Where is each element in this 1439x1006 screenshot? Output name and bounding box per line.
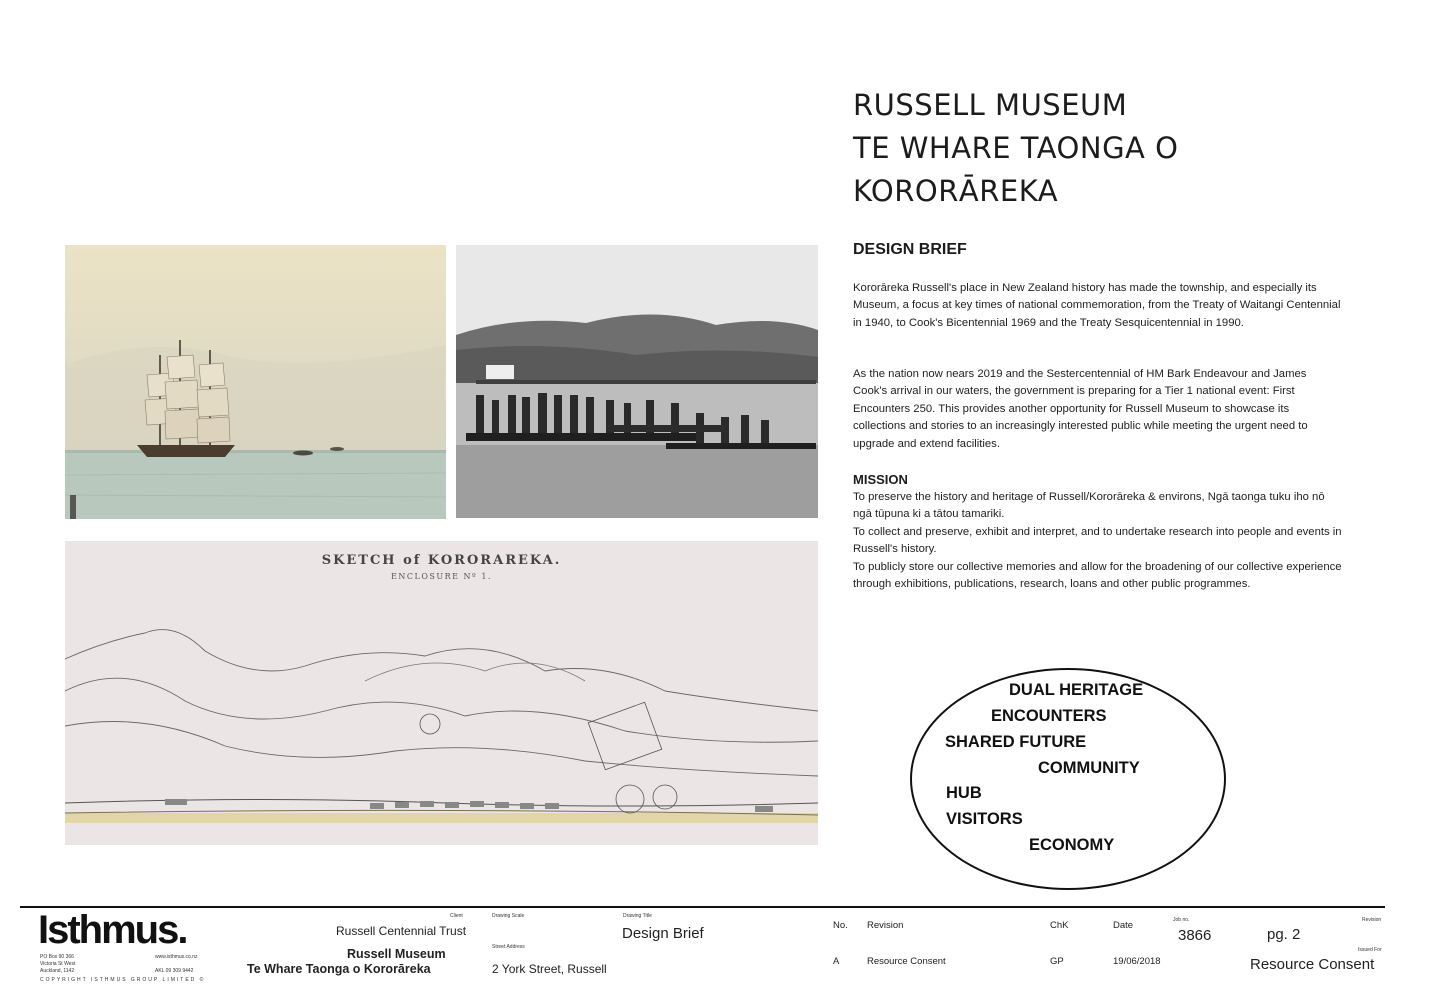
design-brief-heading: DESIGN BRIEF bbox=[853, 241, 967, 258]
website: www.isthmus.co.nz bbox=[155, 954, 198, 960]
project-name-line-1: Russell Museum bbox=[347, 947, 446, 961]
keywords-ellipse bbox=[910, 668, 1226, 890]
chk-label: ChK bbox=[1050, 920, 1069, 931]
isthmus-logo: Isthmus. bbox=[38, 908, 187, 952]
keyword-dual-heritage: DUAL HERITAGE bbox=[1009, 681, 1144, 699]
mission-item: To preserve the history and heritage of Russell/Kororāreka & environs, Ngā taonga tuku iho nō ngā tūpuna ki a tātou tamariki. bbox=[853, 491, 1325, 521]
title-line-3: KORORĀREKA bbox=[853, 174, 1059, 208]
keyword-visitors: VISITORS bbox=[946, 810, 1023, 828]
keyword-economy: ECONOMY bbox=[1029, 836, 1115, 854]
keyword-hub: HUB bbox=[946, 784, 982, 802]
client-name: Russell Centennial Trust bbox=[336, 924, 467, 938]
ship-painting-image bbox=[65, 245, 446, 519]
page-number: pg. 2 bbox=[1267, 926, 1301, 943]
revision-label-small: Revision bbox=[1362, 917, 1382, 923]
issued-for: Resource Consent bbox=[1250, 956, 1375, 973]
mission-heading: MISSION bbox=[853, 472, 908, 487]
keyword-community: COMMUNITY bbox=[1038, 759, 1140, 777]
drawing-scale-label: Drawing Scale bbox=[492, 913, 525, 919]
design-brief-paragraph-1: Kororāreka Russell's place in New Zealand history has made the township, and especially its Museum, a focus at key times of national commemoration, from the Treaty of Waitangi Centennial in 1940, to Cook's Bicentennial 1969 and the Treaty Sesquicentennial in 1990. bbox=[853, 282, 1341, 329]
copyright: COPYRIGHT ISTHMUS GROUP LIMITED © bbox=[40, 977, 206, 983]
design-brief-body bbox=[853, 280, 1343, 332]
sketch-subtitle: ENCLOSURE Nº 1. bbox=[391, 572, 492, 581]
street-address-label: Street Address bbox=[492, 944, 525, 950]
revision-date: 19/06/2018 bbox=[1113, 956, 1161, 967]
sketch-title: SKETCH of KORORAREKA. bbox=[321, 553, 562, 568]
revision-number: A bbox=[833, 956, 840, 967]
sketch-of-kororareka-image bbox=[65, 541, 818, 845]
address-line: Auckland, 1142 bbox=[40, 968, 75, 974]
job-number: 3866 bbox=[1178, 927, 1212, 944]
job-number-label: Job no. bbox=[1173, 917, 1190, 923]
client-label: Client bbox=[450, 913, 463, 919]
project-name-line-2: Te Whare Taonga o Kororāreka bbox=[247, 962, 431, 976]
mission-body bbox=[853, 489, 1343, 593]
keyword-shared-future: SHARED FUTURE bbox=[945, 733, 1087, 751]
historical-photo-image bbox=[456, 245, 818, 518]
mission-item: To publicly store our collective memories and allow for the broadening of our collective experience through exhibitions, publications, research, loans and other public programmes. bbox=[853, 560, 1342, 591]
revision-text: Resource Consent bbox=[867, 956, 946, 967]
keyword-encounters: ENCOUNTERS bbox=[991, 707, 1107, 725]
checked-by: GP bbox=[1050, 956, 1064, 967]
title-line-1: RUSSELL MUSEUM bbox=[853, 88, 1128, 122]
phone: AKL 09 309 9442 bbox=[155, 968, 194, 974]
street-address: 2 York Street, Russell bbox=[492, 962, 607, 976]
footer-rule bbox=[20, 906, 1385, 908]
issued-for-label: Issued For bbox=[1358, 947, 1382, 953]
title-line-2: TE WHARE TAONGA O bbox=[853, 131, 1179, 165]
address-line: Victoria St West bbox=[40, 961, 76, 967]
address-line: PO Box 90 366 bbox=[40, 954, 74, 960]
revision-label: Revision bbox=[867, 920, 904, 931]
drawing-title-label: Drawing Title bbox=[623, 913, 652, 919]
mission-item: To collect and preserve, exhibit and interpret, and to undertake research into people and events in Russell's history. bbox=[853, 525, 1342, 556]
date-label: Date bbox=[1113, 920, 1134, 931]
no-label: No. bbox=[833, 920, 848, 931]
design-brief-body-2 bbox=[853, 366, 1343, 453]
drawing-title: Design Brief bbox=[622, 925, 704, 942]
design-brief-paragraph-2: As the nation now nears 2019 and the Sestercentennial of HM Bark Endeavour and James Cook's arrival in our waters, the government is preparing for a Tier 1 national event: First Encounters 250. This provides another opportunity for Russell Museum to showcase its collections and stories to an increasingly interested public while meeting the urgent need to upgrade and extend facilities. bbox=[853, 368, 1308, 450]
